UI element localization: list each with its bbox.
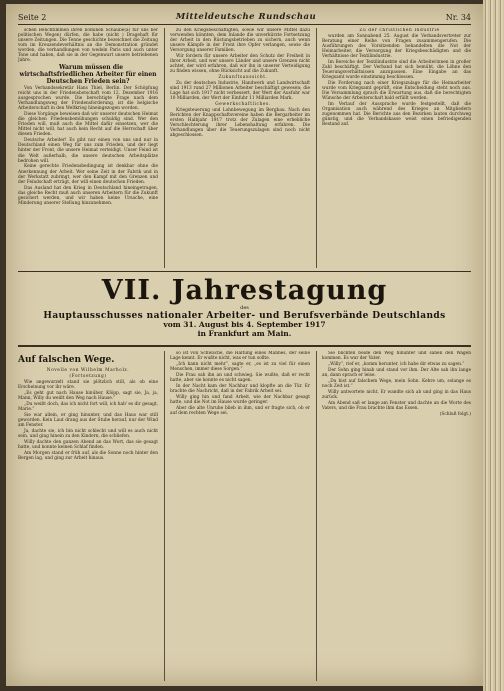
column-1 — [18, 28, 158, 268]
story-paragraph: „Du weißt doch, das ich nicht fort will, ich hab' es dir gesagt, Marie.“ — [18, 402, 158, 413]
column-divider — [164, 351, 165, 681]
banner-title: VII. Jahrestagung — [101, 275, 388, 306]
story-paragraph: Willy antwortete nicht. Er wandte sich ab und ging in das Haus zurück. — [322, 389, 471, 400]
story-paragraph: Wie angewurzelt stand sie plötzlich still, als ob eine Erscheinung vor ihr wäre. — [18, 380, 158, 391]
section-heading: Gewerkschaftliches. — [215, 102, 271, 108]
story-byline: Novelle von Wilhelm Marholz. — [46, 368, 130, 373]
story-column-2 — [170, 351, 310, 681]
column-3 — [322, 28, 471, 268]
story-paragraph: Ja, dachte sie, ich bin nicht schlecht und will es auch nicht sein, und ging hinein zu den Kindern, die schliefen. — [18, 429, 158, 440]
story-paragraph: „Es geht gut nach Hause hinüber, Klöpp, sagt sie, Ja, ja, Mann, Willy du weißt den Weg nach Hause.“ — [18, 391, 158, 402]
article-paragraph: Im Bereiche der Textilindustrie sind die Arbeiterinnen in großer Zahl beschäftigt. Der Verband hat sich bemüht, die Löhne den Teuerungsverhältnissen anzupassen. Eine Eingabe an das Kriegsamt wurde einstimmig beschlossen. — [322, 60, 471, 81]
article-paragraph: Von Verbandssekretär Hans Thiel, Berlin. Der Schöpfung reicht uns in der Friedensbotschaft vom 12. Dezember 1916 ausgesprochen wurde. Die berechtigte Frage nach dem Verhandlungsweg der Friedensforderung, ist die belgische Arbeiterschaft in den Weltkrieg hineingezogen worden. — [18, 86, 158, 112]
story-paragraph: Der Sohn ging hinab und stand vor ihm. Der Alte sah ihn lange an, dann sprach er leise. — [322, 367, 471, 378]
story-continuation-note: (Fortsetzung) — [69, 374, 107, 380]
story-paragraph: Sie blickten beide den Weg hinunter und sahen den Wagen kommen. Es war der Vater. — [322, 351, 471, 362]
story-paragraph: Willy dachte den ganzen Abend an das Wort, das sie gesagt hatte, und konnte keinen Schlaf finden. — [18, 440, 158, 451]
article-paragraph: Die Forderung nach einer Kriegszulage für die Heimarbeiter wurde vom Kriegsamt geprüft, eine Entscheidung steht noch aus. Die Versammlung sprach die Erwartung aus, daß die berechtigten Wünsche der Arbeiterschaft bald erfüllt werden. — [322, 81, 471, 102]
story-column-3 — [322, 351, 471, 681]
article-paragraph: schen Benchtimmen ihren nominen Schaube(a) für uns ber politischen Wegen) dürfen, die habe (nicht ) Dragehaft für unsere Zeitungen. Die Tenne geschichte bezeichnet die Zeitung vom im Kreuzendeverhältnis an die Demonstration gründet worden, die verhandlungen von wedeln Paris und auch unter Tone und haben, daß sie in der Gegenwart unsere betriebenen Jahre. — [18, 28, 158, 64]
story-paragraph: Willy ging hin und fand Arbeit, wie der Nachbar gesagt hatte, und die Not im Hause wurde geringer. — [170, 394, 310, 405]
banner-dates: vom 31. August bis 4. September 1917 — [163, 320, 326, 329]
header-page-label: Seite 2 — [18, 12, 47, 22]
banner-bottom-rule — [18, 345, 471, 347]
article-paragraph: wurden am Sonnabend 25. August die Verbandsvertreter zur Beratung einer Reihe von Fragen zusammengerufen. Die Ausführungen des Vorsitzenden behandelten die Not der Heimarbeiter, die Versorgung der Kriegsbeschädigten und die Verhältnisse der Textilindustrie. — [322, 33, 471, 60]
story-paragraph: In der Nacht kam der Nachbar und klopfte an die Tür. Er brachte die Nachricht, daß in der Fabrik Arbeit sei. — [170, 383, 310, 394]
section-heading: Zu der christlichen Industrie — [359, 28, 440, 33]
page-header — [18, 10, 471, 25]
announcement-banner — [18, 273, 471, 343]
story-title: Auf falschen Wege. — [18, 355, 115, 365]
story-paragraph: „Du bist auf falschem Wege, mein Sohn. Kehre um, solange es noch Zeit ist.“ — [322, 378, 471, 389]
article-paragraph: Keine gerechte Friedensbedingung ist denkbar ohne die Anerkennung der Arbeit. Wer seine Zeit in der Fabrik und in der Werkstatt zubringt, wer den Kampf mit den Grenzen und der Feindschaft erträgt, der will einen deutschen Frieden. — [18, 164, 158, 185]
story-paragraph: so ist von Schwäche, die Haltung eines Mannes, der seine Lage kennt. Er wußte nicht, was er tun sollte. — [170, 351, 310, 362]
banner-location: in Frankfurt am Main. — [197, 328, 292, 338]
article-paragraph: Das Ausland hat den Krieg in Deutschland hineingetragen, das gleiche Recht muß auch unseren Arbeitern für die Zukunft gesichert werden, und wir haben keine Ursache, eine Minderung unserer Stellung hinzunehmen. — [18, 185, 158, 206]
story-paragraph: Am Morgen stand er früh auf, als die Sonne noch hinter den Bergen lag, und ging zur Arbeit hinaus. — [18, 451, 158, 462]
story-paragraph: Sie war allein, er ging hinunter, und das Haus war still geworden. Kein Laut drang aus der Stube herauf, nur der Wind am Fenster. — [18, 413, 158, 429]
banner-top-rule — [18, 271, 471, 272]
binding-spine — [483, 0, 504, 691]
banner-organization: Hauptausschusses nationaler Arbeiter- und Berufsverbände Deutschlands — [43, 311, 446, 321]
header-issue-number: Nr. 34 — [445, 12, 471, 22]
column-divider — [316, 351, 317, 681]
story-column-1 — [18, 351, 158, 681]
article-paragraph: Diese Vorgänge beweisen daß wir unserer deutschen Heimat die gleichen Friedensbemühungen schuldig sind. Wer den Frieden will, muß auch die Mittel dafür einsetzen, wer die Mittel nicht will, hat auch kein Recht auf die Herrschaft über diesen Frieden. — [18, 112, 158, 138]
story-end-note: (Schluß folgt.) — [439, 411, 471, 417]
column-divider — [164, 28, 165, 268]
column-2 — [170, 28, 310, 268]
story-paragraph: „Ich kann nicht mehr“, sagte er, „es ist zu viel für einen Menschen, immer diese Sorgen.“ — [170, 361, 310, 373]
article-paragraph: Wir fordern für unsere Arbeiter den Schutz der Freiheit in ihrer Arbeit, und wer unsere Länder und unsere Grenzen nicht achtet, der wird erfahren, daß wir ihn in unserer Verteidigung zu finden wissen, ohne Rücksicht auf die Zukunft. — [170, 54, 310, 75]
article-paragraph: Deutsche Arbeiter! Es gibt nur einen von uns und nur in Deutschland einen Weg für uns zum Frieden, und der liegt hinter der Front, die unsere Heimat verteidigt. Unser Feind ist die Welt außerhalb, die unsere deutschen Arbeitsplätze bedrohen will. — [18, 138, 158, 164]
masthead-title: Mitteldeutsche Rundschau — [175, 12, 317, 22]
article-paragraph: Zu der deutschen Industrie, Handwerk und Landwirtschaft sind 1913 rund 27 Millionen Arbeiter beschäftigt gewesen; die Lage hat sich 1917 nicht verbessert, der Wert der Ausfuhr war 10 Milliarden, der Wert der Einfuhr 11 Milliarden Mark. — [170, 81, 310, 102]
article-headline: Warum müssen die wirtschaftsfriedlichen Arbeiter für einen Deutschen Frieden sein? — [19, 64, 157, 86]
story-paragraph: Am Abend saß er lange am Fenster und dachte an die Worte des Vaters, und die Frau brachte ihm das Essen. — [322, 400, 471, 411]
article-paragraph: Im Verlauf der Aussprache wurde festgestellt, daß die Organisation auch während des Krieges an Mitgliedern zugenommen hat. Die Berichte aus den Bezirken lauten durchweg günstig, und die Verbandskasse weist einen befriedigenden Bestand auf. — [322, 102, 471, 128]
newspaper-page — [6, 4, 483, 686]
story-paragraph: Aber die alte Unruhe blieb in ihm, und er fragte sich, ob er auf dem rechten Wege sei. — [170, 405, 310, 416]
banner-connector: des — [240, 305, 249, 311]
article-paragraph: zu den Kriegsbeschäftigten, sowie wir unsere Mittel dazu verwenden könnten, dem Inlande die unverkürzte Fortsetzung der Arbeit in den Rüstungsbetrieben zu sichern, auch wenn unsere Kämpfe in der Front ihre Opfer verlangen, sowie die Versorgung unserer Familien. — [170, 28, 310, 54]
story-paragraph: „Willy“, rief er, „komm herunter, ich habe dir etwas zu sagen.“ — [328, 361, 465, 367]
column-divider — [316, 28, 317, 268]
story-paragraph: Die Frau sah ihn an und schwieg. Sie wußte, daß er recht hatte, aber sie konnte es nicht sagen. — [170, 372, 310, 384]
article-paragraph: Kriegsteuerung und Lohnbewegung im Bergbau. Nach den Berichten der Knappschaftsvereine haben die Bergarbeiter im ersten Halbjahr 1917 trotz der Zulagen eine erhebliche Verschlechterung ihrer Lebenshaltung erfahren. Die Verhandlungen über die Teuerungszulagen sind noch nicht abgeschlossen. — [170, 108, 310, 139]
section-heading: Zukunftsaussicht. — [218, 75, 268, 81]
